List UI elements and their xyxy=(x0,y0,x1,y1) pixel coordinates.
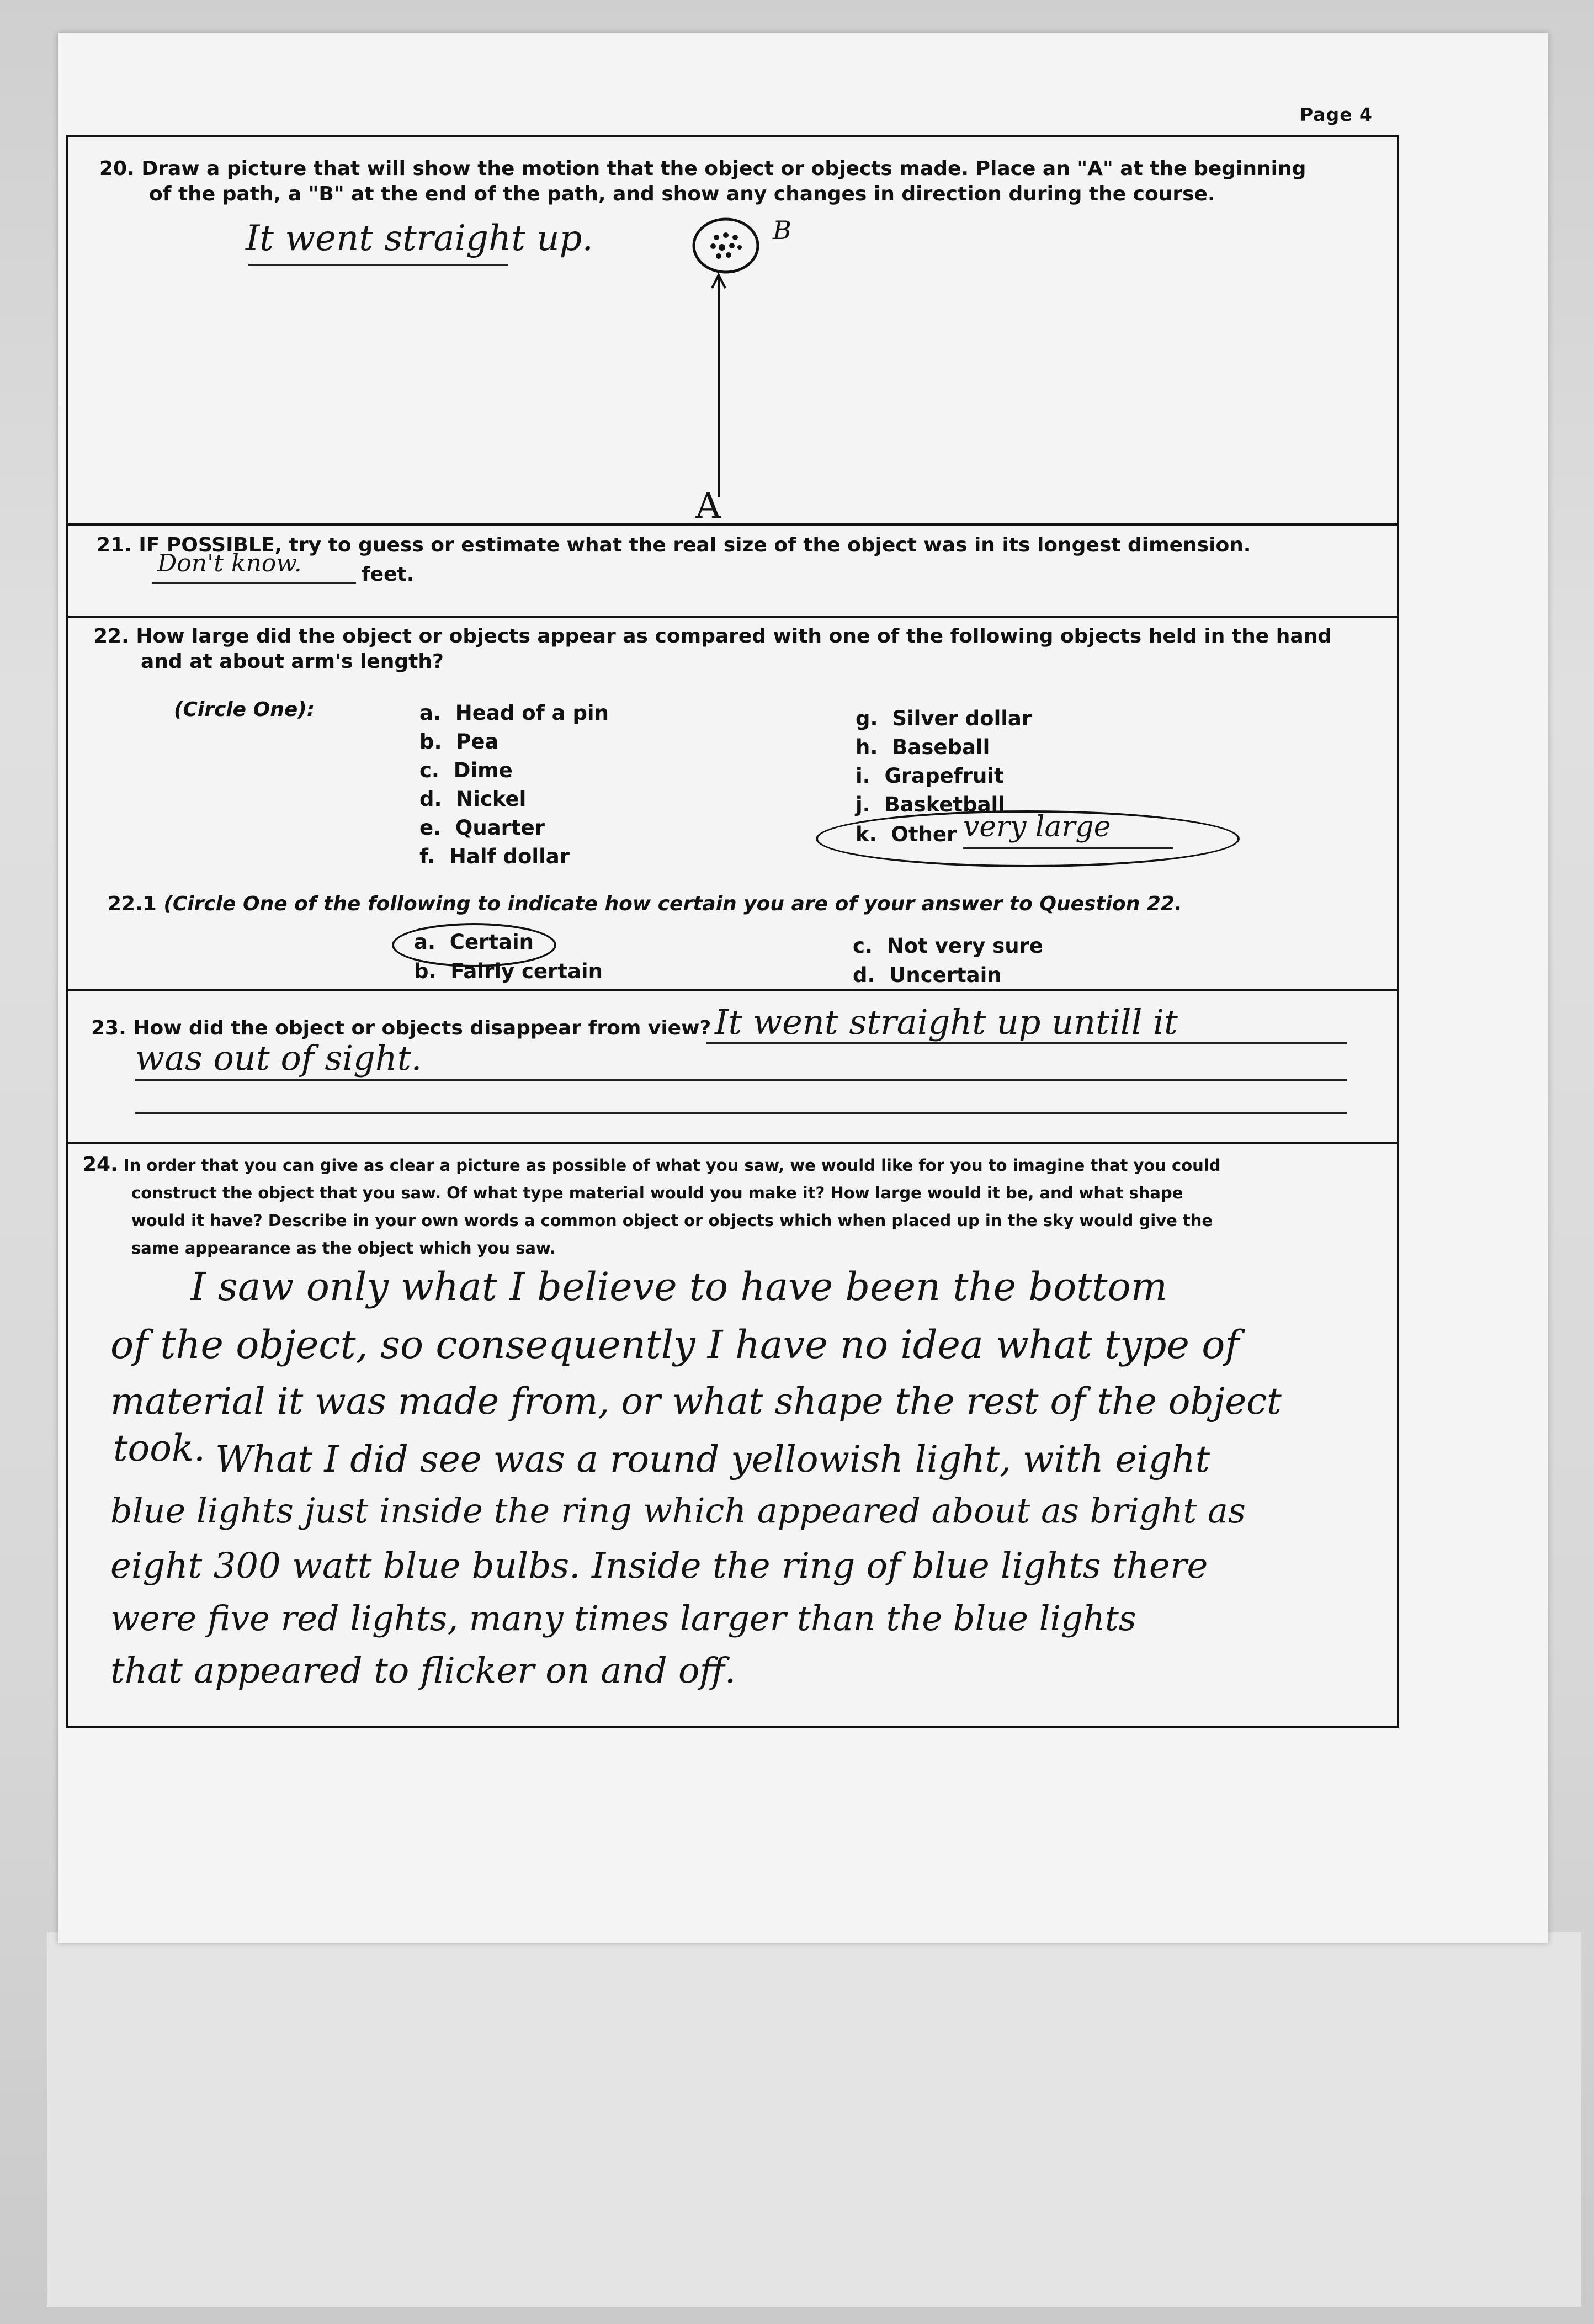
option-letter: a. xyxy=(414,930,436,954)
q24-text-line4: same appearance as the object which you saw. xyxy=(131,1239,556,1257)
q20-label-b: B xyxy=(773,215,791,245)
divider-q21-q22 xyxy=(66,616,1399,618)
q22-number: 22. xyxy=(94,625,129,648)
q22-1-option-c[interactable] xyxy=(853,934,1043,958)
q22-1-number: 22.1 xyxy=(108,893,157,915)
q22-1-option-d[interactable] xyxy=(853,963,1002,987)
q24-answer-line: were five red lights, many times larger than the blue lights xyxy=(110,1598,1136,1638)
q24-answer-line: What I did see was a round yellowish light, with eight xyxy=(215,1438,1210,1481)
q22-text-line1: How large did the object or objects appear as compared with one of the following objects held in the hand xyxy=(136,625,1332,648)
q22-circled-other xyxy=(816,810,1240,867)
option-letter: h. xyxy=(856,735,878,759)
object-dots xyxy=(710,232,742,259)
option-label: Head of a pin xyxy=(455,701,609,725)
q23-answer-rule1 xyxy=(706,1042,1347,1044)
option-label: Grapefruit xyxy=(884,764,1004,788)
option-label: Not very sure xyxy=(886,934,1043,958)
option-label: Fairly certain xyxy=(450,959,603,983)
q22-option-h[interactable] xyxy=(856,735,990,759)
q24-text xyxy=(83,1151,1385,1262)
option-letter: c. xyxy=(853,934,873,958)
q22-option-e[interactable] xyxy=(419,816,545,840)
divider-q23-q24 xyxy=(66,1142,1399,1144)
option-label: Basketball xyxy=(884,793,1005,816)
q24-answer-line: of the object, so consequently I have no idea what type of xyxy=(110,1322,1240,1367)
q23-answer-rule3 xyxy=(135,1112,1347,1114)
q24-answer-line: material it was made from, or what shape the rest of the object xyxy=(110,1380,1282,1423)
q23-number: 23. xyxy=(91,1017,126,1039)
q21-number: 21. xyxy=(97,534,132,556)
q23-answer-rule2 xyxy=(135,1079,1347,1081)
option-letter: a. xyxy=(419,701,442,725)
q24-text-line2: construct the object that you saw. Of what type material would you make it? How large would it be, and what shape xyxy=(131,1184,1183,1202)
q20-text-line1: Draw a picture that will show the motion that the object or objects made. Place an "A" at the beginning xyxy=(141,157,1306,180)
option-label: Silver dollar xyxy=(892,707,1032,730)
option-letter: d. xyxy=(853,963,875,987)
q22-other-answer: very large xyxy=(963,810,1111,843)
q22-text-line2: and at about arm's length? xyxy=(141,650,444,673)
q22-option-b[interactable] xyxy=(419,730,499,754)
option-letter: c. xyxy=(419,758,439,782)
option-label: Half dollar xyxy=(449,845,570,868)
page-number: Page 4 xyxy=(1300,104,1373,125)
q21-unit: feet. xyxy=(362,563,415,586)
option-letter: b. xyxy=(419,730,442,754)
q22-option-a[interactable] xyxy=(419,701,609,725)
q24-answer-line: took. xyxy=(113,1427,205,1469)
q22-text xyxy=(94,624,1385,675)
q24-answer-line: I saw only what I believe to have been the bottom xyxy=(190,1264,1167,1309)
underlying-sheet xyxy=(47,1932,1581,2307)
option-label: Nickel xyxy=(456,787,527,811)
q21-question: IF POSSIBLE, try to guess or estimate what the real size of the object was in its longest dimension. xyxy=(139,534,1251,556)
q24-text-line1: In order that you can give as clear a picture as possible of what you saw, we would like for you to imagine that you could xyxy=(123,1156,1221,1175)
q21-answer-underline xyxy=(152,582,356,584)
q23-question: How did the object or objects disappear from view? xyxy=(133,1017,711,1039)
q20-text-line2: of the path, a "B" at the end of the path, and show any changes in direction during the course. xyxy=(149,183,1215,205)
option-label: Uncertain xyxy=(889,963,1002,987)
option-label: Quarter xyxy=(455,816,545,840)
q20-text xyxy=(99,156,1385,207)
q22-option-d[interactable] xyxy=(419,787,526,811)
q20-motion-drawing xyxy=(651,215,817,524)
q22-1-text xyxy=(108,892,1377,917)
option-label: Other xyxy=(891,823,957,846)
q23-answer-line1: It went straight up untill it xyxy=(715,1002,1178,1042)
option-letter: d. xyxy=(419,787,442,811)
q24-answer-line: eight 300 watt blue bulbs. Inside the ring of blue lights there xyxy=(110,1546,1208,1587)
q23-answer-line2: was out of sight. xyxy=(135,1038,422,1078)
option-label: Baseball xyxy=(892,735,990,759)
option-letter: f. xyxy=(419,845,435,868)
q22-1-circled-certain xyxy=(392,923,556,967)
q24-text-line3: would it have? Describe in your own words a common object or objects which when placed up in the sky would give the xyxy=(131,1211,1213,1230)
option-letter: i. xyxy=(856,764,870,788)
option-letter: g. xyxy=(856,707,878,730)
q20-answer: It went straight up. xyxy=(246,218,593,259)
option-letter: b. xyxy=(414,959,437,983)
option-label: Pea xyxy=(456,730,499,754)
object-circle-shape xyxy=(694,219,758,272)
q24-number: 24. xyxy=(83,1153,118,1176)
option-label: Certain xyxy=(449,930,534,954)
q24-answer-line: that appeared to flicker on and off. xyxy=(110,1651,736,1691)
q22-instruction: (Circle One): xyxy=(174,698,315,721)
option-label: Dime xyxy=(453,758,513,782)
q22-option-i[interactable] xyxy=(856,764,1004,788)
option-letter: j. xyxy=(856,793,870,816)
q22-option-f[interactable] xyxy=(419,845,570,868)
option-letter: e. xyxy=(419,816,442,840)
q22-option-g[interactable] xyxy=(856,707,1032,730)
q20-answer-underline xyxy=(248,264,508,266)
q21-answer: Don't know. xyxy=(157,549,302,577)
q22-option-c[interactable] xyxy=(419,758,513,782)
divider-q22-q23 xyxy=(66,989,1399,991)
q20-number: 20. xyxy=(99,157,135,180)
q22-1-question: (Circle One of the following to indicate how certain you are of your answer to Question 22. xyxy=(163,893,1182,915)
q20-label-a: A xyxy=(695,486,721,527)
q24-answer-line: blue lights just inside the ring which appeared about as bright as xyxy=(110,1490,1246,1531)
option-letter: k. xyxy=(856,823,877,846)
